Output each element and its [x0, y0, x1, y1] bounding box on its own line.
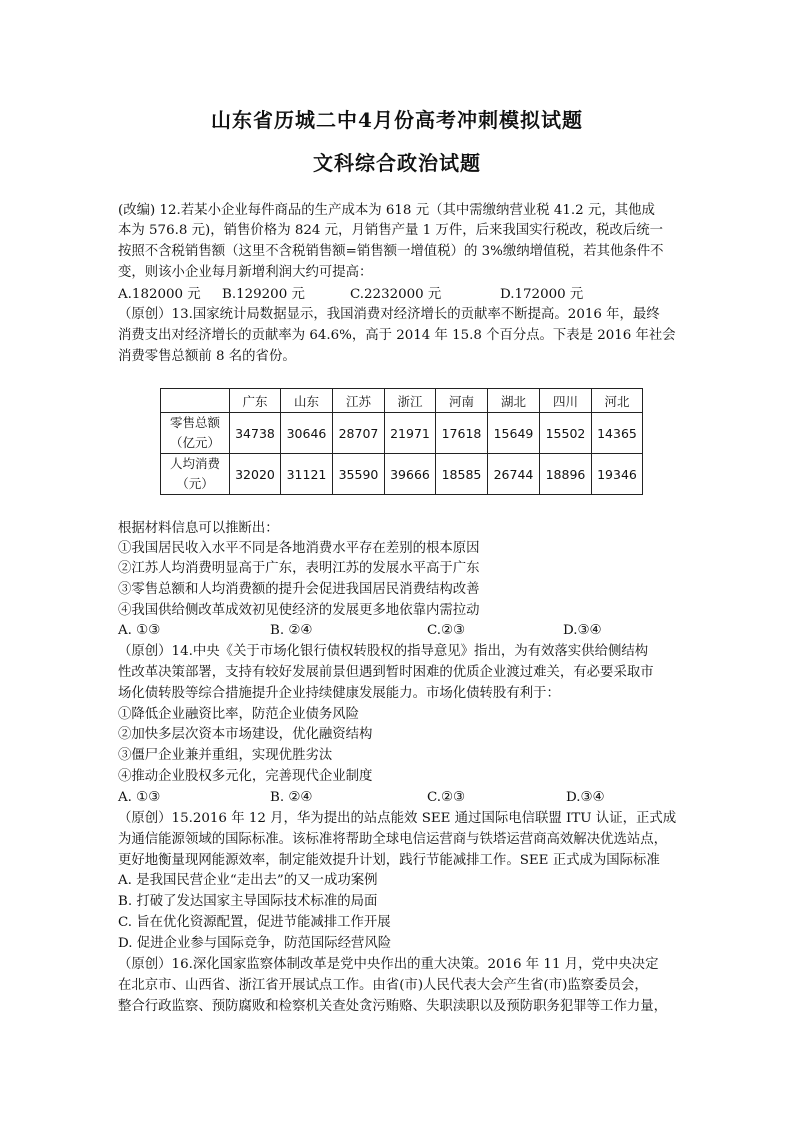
q12-option-c: C.2232000 元 — [350, 287, 442, 302]
table-cell: 15502 — [540, 413, 592, 454]
q13-prompt: 根据材料信息可以推断出： — [118, 521, 279, 536]
table-header-cell: 广东 — [230, 389, 281, 413]
q15-line: 为通信能源领域的国际标准。该标准将帮助全球电信运营商与铁塔运营商高效解决优选站点， — [118, 832, 668, 847]
table-cell: 32020 — [230, 454, 281, 495]
q14-item: ④推动企业股权多元化，完善现代企业制度 — [118, 769, 373, 784]
table-cell: 34738 — [230, 413, 281, 454]
table-header-row — [161, 389, 643, 413]
q13-item: ③零售总额和人均消费额的提升会促进我国居民消费结构改善 — [118, 582, 480, 597]
q12-line: 变，则该小企业每月新增利润大约可提高： — [118, 265, 373, 280]
q14-option-d: D.③④ — [566, 790, 605, 805]
q12-line: (改编) 12.若某小企业每件商品的生产成本为 618 元（其中需缴纳营业税 41.2 元，其他成 — [118, 203, 655, 218]
table-row-label: 零售总额 （亿元） — [161, 413, 230, 454]
table-cell: 18585 — [436, 454, 488, 495]
q15-option-a: A. 是我国民营企业“走出去”的又一成功案例 — [118, 873, 378, 888]
table-cell: 28707 — [333, 413, 385, 454]
q14-item: ③僵尸企业兼并重组，实现优胜劣汰 — [118, 748, 333, 763]
table-header-cell: 河南 — [436, 389, 488, 413]
table-cell: 26744 — [488, 454, 540, 495]
q15-option-d: D. 促进企业参与国际竞争，防范国际经营风险 — [118, 936, 392, 951]
q15-line: 更好地衡量现网能源效率，制定能效提升计划，践行节能减排工作。SEE 正式成为国际标准 — [118, 853, 660, 868]
q16-line: 在北京市、山西省、浙江省开展试点工作。由省(市)人民代表大会产生省(市)监察委员会， — [118, 978, 648, 993]
table-header-cell: 山东 — [281, 389, 333, 413]
table-cell: 14365 — [592, 413, 643, 454]
q14-item: ①降低企业融资比率，防范企业债务风险 — [118, 707, 360, 722]
q14-option-a: A. ①③ — [118, 790, 161, 805]
q13-line: （原创）13.国家统计局数据显示，我国消费对经济增长的贡献率不断提高。2016 年，最终 — [118, 307, 660, 322]
q15-line: （原创）15.2016 年 12 月，华为提出的站点能效 SEE 通过国际电信联盟 ITU 认证，正式成 — [118, 811, 677, 826]
q13-option-c: C.②③ — [427, 623, 466, 638]
table-cell: 19346 — [592, 454, 643, 495]
table-cell: 35590 — [333, 454, 385, 495]
table-cell: 18896 — [540, 454, 592, 495]
q13-option-d: D.③④ — [563, 623, 602, 638]
exam-subtitle: 文科综合政治试题 — [313, 151, 481, 175]
q12-line: 本为 576.8 元)，销售价格为 824 元，月销售产量 1 万件，后来我国实行税改，税改后统一 — [118, 223, 664, 238]
table-cell: 21971 — [385, 413, 436, 454]
q14-option-b: B. ②④ — [270, 790, 313, 805]
q13-option-b: B. ②④ — [270, 623, 313, 638]
q14-line: （原创）14.中央《关于市场化银行债权转股权的指导意见》指出，为有效落实供给侧结构 — [118, 644, 649, 659]
q14-line: 性改革决策部署，支持有较好发展前景但遇到暂时困难的优质企业渡过难关，有必要采取市 — [118, 665, 654, 680]
q14-option-c: C.②③ — [427, 790, 466, 805]
table-header-cell: 浙江 — [385, 389, 436, 413]
table-cell: 17618 — [436, 413, 488, 454]
q13-line: 消费零售总额前 8 名的省份。 — [118, 349, 296, 364]
q13-item: ②江苏人均消费明显高于广东，表明江苏的发展水平高于广东 — [118, 561, 480, 576]
table-cell: 30646 — [281, 413, 333, 454]
table-row-label: 人均消费 （元） — [161, 454, 230, 495]
table-row — [161, 454, 643, 495]
q12-line: 按照不含税销售额（这里不含税销售额=销售额一增值税）的 3%缴纳增值税，若其他条件不 — [118, 244, 664, 259]
table-header-cell: 河北 — [592, 389, 643, 413]
table-row — [161, 413, 643, 454]
q12-option-d: D.172000 元 — [500, 287, 584, 302]
table-header-cell: 四川 — [540, 389, 592, 413]
consumption-table — [160, 388, 643, 495]
q13-option-a: A. ①③ — [118, 623, 161, 638]
q12-option-a: A.182000 元 — [118, 287, 201, 302]
table-corner-cell — [161, 389, 230, 413]
q16-line: （原创）16.深化国家监察体制改革是党中央作出的重大决策。2016 年 11 月，党中央决定 — [118, 957, 659, 972]
q14-item: ②加快多层次资本市场建设，优化融资结构 — [118, 727, 373, 742]
q16-line: 整合行政监察、预防腐败和检察机关查处贪污贿赂、失职渎职以及预防职务犯罪等工作力量， — [118, 999, 668, 1014]
table-cell: 15649 — [488, 413, 540, 454]
q14-line: 场化债转股等综合措施提升企业持续健康发展能力。市场化债转股有利于： — [118, 686, 560, 701]
exam-title: 山东省历城二中4月份高考冲刺模拟试题 — [211, 108, 583, 132]
q12-option-b: B.129200 元 — [222, 287, 305, 302]
q13-line: 消费支出对经济增长的贡献率为 64.6%，高于 2014 年 15.8 个百分点。下表是 2016 年社会 — [118, 328, 676, 343]
table-cell: 39666 — [385, 454, 436, 495]
q15-option-c: C. 旨在优化资源配置，促进节能减排工作开展 — [118, 915, 391, 930]
table-header-cell: 湖北 — [488, 389, 540, 413]
q15-option-b: B. 打破了发达国家主导国际技术标准的局面 — [118, 894, 378, 909]
table-header-cell: 江苏 — [333, 389, 385, 413]
q13-item: ①我国居民收入水平不同是各地消费水平存在差别的根本原因 — [118, 541, 480, 556]
q13-item: ④我国供给侧改革成效初见使经济的发展更多地依靠内需拉动 — [118, 603, 480, 618]
table-cell: 31121 — [281, 454, 333, 495]
